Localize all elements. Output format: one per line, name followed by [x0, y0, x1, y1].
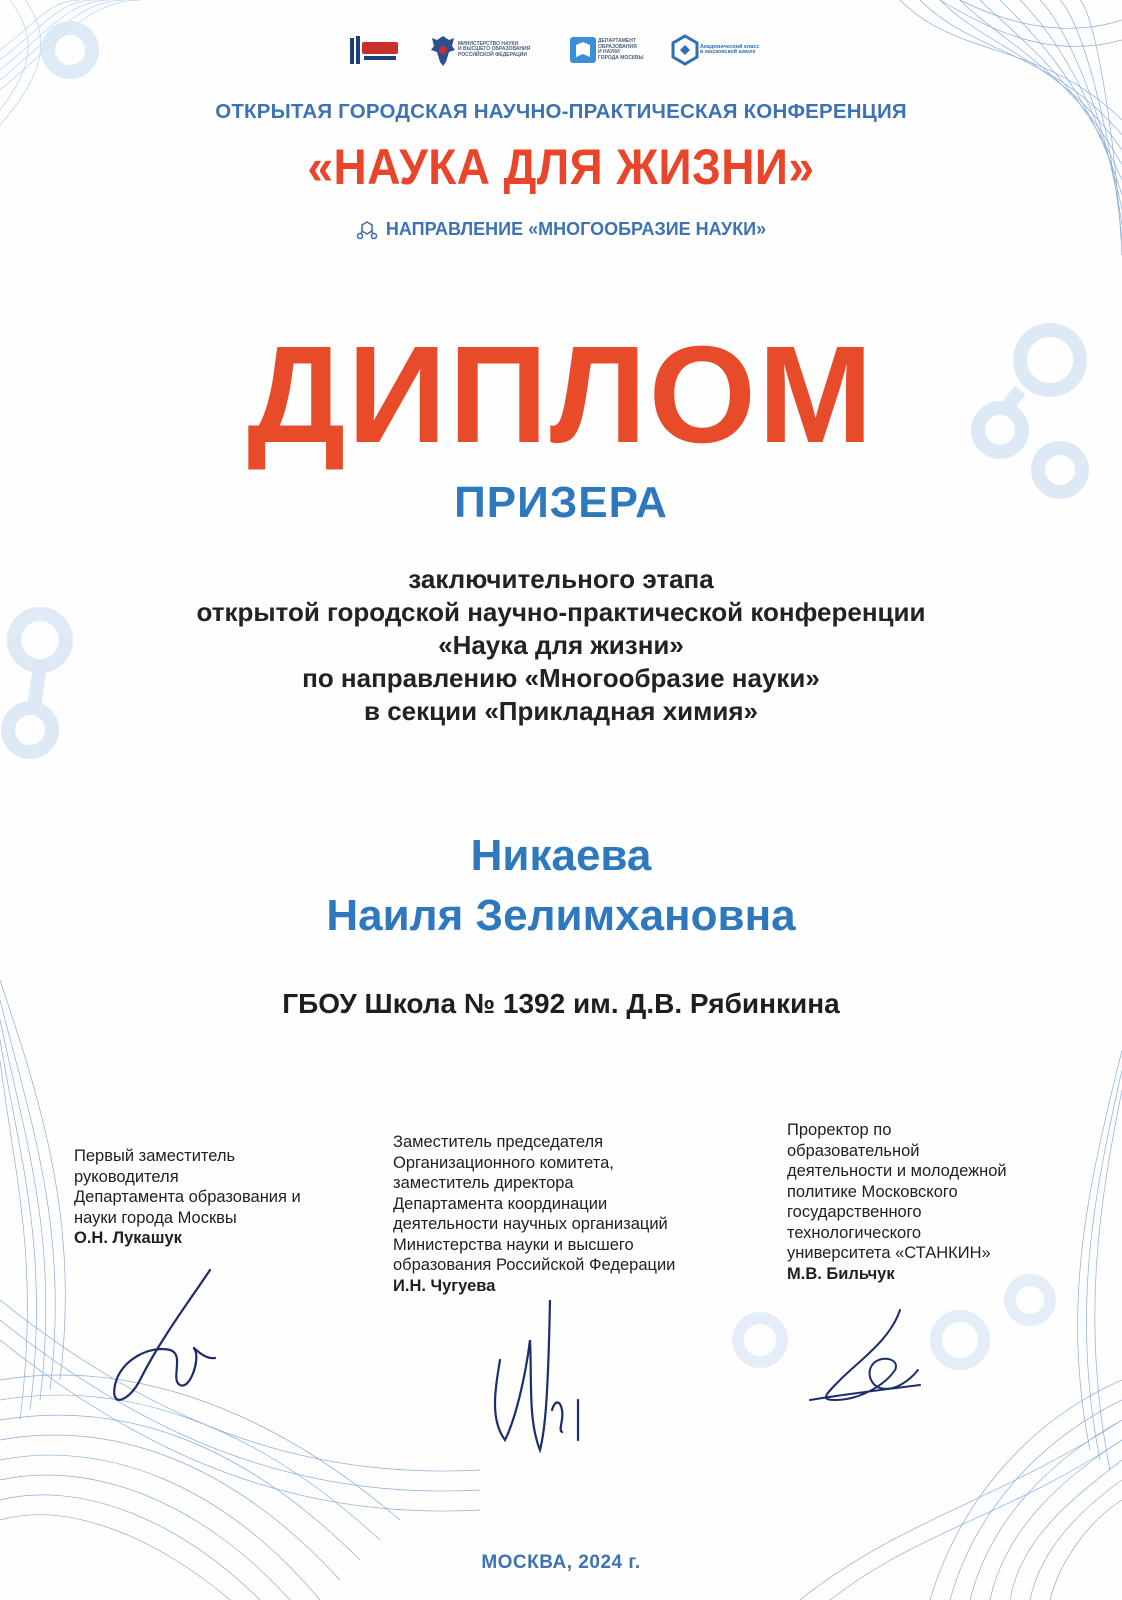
signatory-name: М.В. Бильчук: [787, 1264, 895, 1283]
academic-class-logo: [670, 28, 810, 72]
direction-line: [0, 219, 1122, 240]
signatory-title-line: государственного: [787, 1203, 922, 1221]
conference-line: ОТКРЫТАЯ ГОРОДСКАЯ НАУЧНО-ПРАКТИЧЕСКАЯ КОНФЕРЕНЦИЯ: [215, 100, 907, 123]
description-line: заключительного этапа: [408, 564, 714, 594]
signatory-title-line: Организационного комитета,: [393, 1153, 614, 1172]
signatory-title-line: образовательной: [787, 1141, 920, 1160]
signature-1: [90, 1250, 240, 1420]
diploma-heading: ДИПЛОМ: [247, 318, 875, 472]
signatory-title-line: политике Московского: [787, 1182, 958, 1201]
description-line: «Наука для жизни»: [438, 630, 684, 660]
stankin-logo: [344, 28, 404, 72]
recipient-name: [0, 826, 1122, 946]
signatory-title-line: Департамента координации: [393, 1194, 608, 1213]
degree-heading: ПРИЗЕРА: [454, 478, 668, 527]
signatory-name: О.Н. Лукашук: [74, 1229, 182, 1247]
signature-3: [800, 1300, 940, 1420]
conference-title: «НАУКА ДЛЯ ЖИЗНИ»: [307, 139, 815, 195]
top-right-wave-pattern: [900, 0, 1122, 255]
partner-logos: [344, 28, 824, 72]
signatory-title-line: образования Российской Федерации: [393, 1256, 676, 1274]
description-line: в секции «Прикладная химия»: [364, 696, 758, 726]
signatory-title-line: технологического: [787, 1223, 922, 1242]
department-logo-text: ДЕПАРТАМЕНТ ОБРАЗОВАНИЯ И НАУКИ ГОРОДА МОСКВЫ: [598, 38, 644, 61]
academic-class-hexagon-icon: [670, 33, 700, 67]
signatory-3: [787, 1120, 1087, 1284]
signatory-title-line: Департамента образования и: [74, 1188, 301, 1206]
signatory-title-line: Проректор по: [787, 1121, 892, 1139]
description-line: по направлению «Многообразие науки»: [302, 663, 820, 693]
signatory-1: [74, 1146, 374, 1249]
signatory-title-line: науки города Москвы: [74, 1208, 237, 1227]
recipient-given-names: Наиля Зелимхановна: [326, 891, 796, 940]
academic-class-logo-text: Академический класс в московской школе: [700, 43, 760, 55]
signatory-title-line: деятельности и молодежной: [787, 1162, 1007, 1180]
recipient-surname: Никаева: [470, 831, 652, 880]
signatory-title-line: Первый заместитель: [74, 1147, 236, 1165]
school-name: ГБОУ Школа № 1392 им. Д.В. Рябинкина: [282, 988, 840, 1019]
place-and-year: МОСКВА, 2024 г.: [481, 1552, 641, 1573]
department-logo: [568, 28, 656, 72]
molecule-icon: [356, 220, 378, 240]
signatory-title-line: заместитель директора: [393, 1174, 574, 1192]
signatory-title-line: университета «СТАНКИН»: [787, 1244, 991, 1262]
signature-2: [470, 1300, 620, 1480]
signatory-name: И.Н. Чугуева: [393, 1276, 496, 1295]
signatory-title-line: Заместитель председателя: [393, 1133, 604, 1151]
signatory-title-line: деятельности научных организаций: [393, 1215, 668, 1233]
signatory-title-line: руководителя: [74, 1167, 179, 1186]
ministry-logo-text: МИНИСТЕРСТВО НАУКИ И ВЫСШЕГО ОБРАЗОВАНИЯ РОССИЙСКОЙ ФЕДЕРАЦИИ: [458, 40, 531, 58]
direction-text: НАПРАВЛЕНИЕ «МНОГООБРАЗИЕ НАУКИ»: [385, 219, 767, 239]
award-description: [0, 563, 1122, 728]
ministry-emblem-logo: [428, 28, 536, 72]
signatory-2: [393, 1132, 763, 1296]
double-headed-eagle-icon: [428, 30, 458, 70]
stankin-emblem-icon: [344, 30, 404, 70]
department-book-icon: [568, 33, 598, 67]
description-line: открытой городской научно-практической конференции: [196, 597, 926, 627]
signatory-title-line: Министерства науки и высшего: [393, 1235, 634, 1254]
